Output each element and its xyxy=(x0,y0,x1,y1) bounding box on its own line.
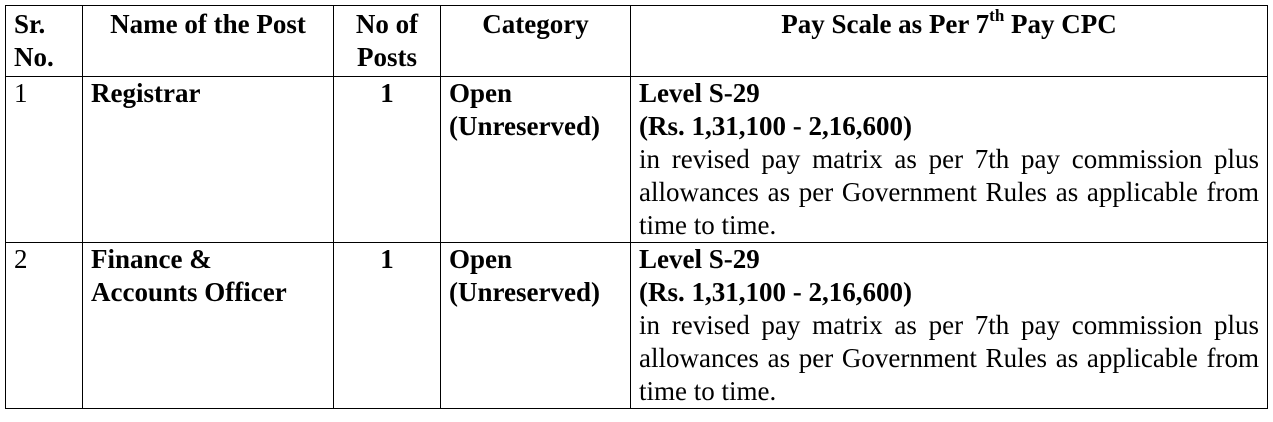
cell-post-name xyxy=(83,77,334,243)
post-name-line1: Registrar xyxy=(91,78,201,108)
posts-table xyxy=(5,5,1268,409)
header-name-of-post-label: Name of the Post xyxy=(110,9,306,39)
category-line1: Open xyxy=(449,244,513,274)
pay-range: (Rs. 1,31,100 - 2,16,600) xyxy=(639,277,912,307)
pay-note: in revised pay matrix as per 7th pay commission plus allowances as per Government Rules as applicable from time to time. xyxy=(639,144,1259,240)
pay-level: Level S-29 xyxy=(639,244,760,274)
table-row xyxy=(6,77,1268,243)
pay-range: (Rs. 1,31,100 - 2,16,600) xyxy=(639,111,912,141)
header-sr-no-line2: No. xyxy=(14,42,54,72)
category-line2: (Unreserved) xyxy=(449,111,600,141)
cell-pay-scale xyxy=(631,243,1268,409)
header-category xyxy=(441,6,631,77)
header-no-of-posts-line1: No of xyxy=(355,9,419,39)
cell-pay-scale xyxy=(631,77,1268,243)
cell-sr-no: 1 xyxy=(6,77,83,243)
header-name-of-post xyxy=(83,6,334,77)
pay-note: in revised pay matrix as per 7th pay commission plus allowances as per Government Rules as applicable from time to time. xyxy=(639,310,1259,406)
cell-category xyxy=(441,77,631,243)
header-sr-no xyxy=(6,6,83,77)
header-no-of-posts xyxy=(334,6,441,77)
header-no-of-posts-line2: Posts xyxy=(357,42,417,72)
header-pay-scale-suffix: Pay CPC xyxy=(1004,9,1117,39)
header-pay-scale-sup: th xyxy=(989,6,1005,25)
cell-post-name xyxy=(83,243,334,409)
header-sr-no-line1: Sr. xyxy=(14,9,46,39)
post-name-line1: Finance & xyxy=(91,244,212,274)
header-pay-scale xyxy=(631,6,1268,77)
category-line2: (Unreserved) xyxy=(449,277,600,307)
cell-category xyxy=(441,243,631,409)
post-name-line2: Accounts Officer xyxy=(91,277,287,307)
header-category-label: Category xyxy=(482,9,589,39)
cell-no-of-posts: 1 xyxy=(334,243,441,409)
cell-sr-no: 2 xyxy=(6,243,83,409)
header-row xyxy=(6,6,1268,77)
table-row xyxy=(6,243,1268,409)
header-pay-scale-prefix: Pay Scale as Per 7 xyxy=(781,9,990,39)
pay-level: Level S-29 xyxy=(639,78,760,108)
category-line1: Open xyxy=(449,78,513,108)
cell-no-of-posts: 1 xyxy=(334,77,441,243)
